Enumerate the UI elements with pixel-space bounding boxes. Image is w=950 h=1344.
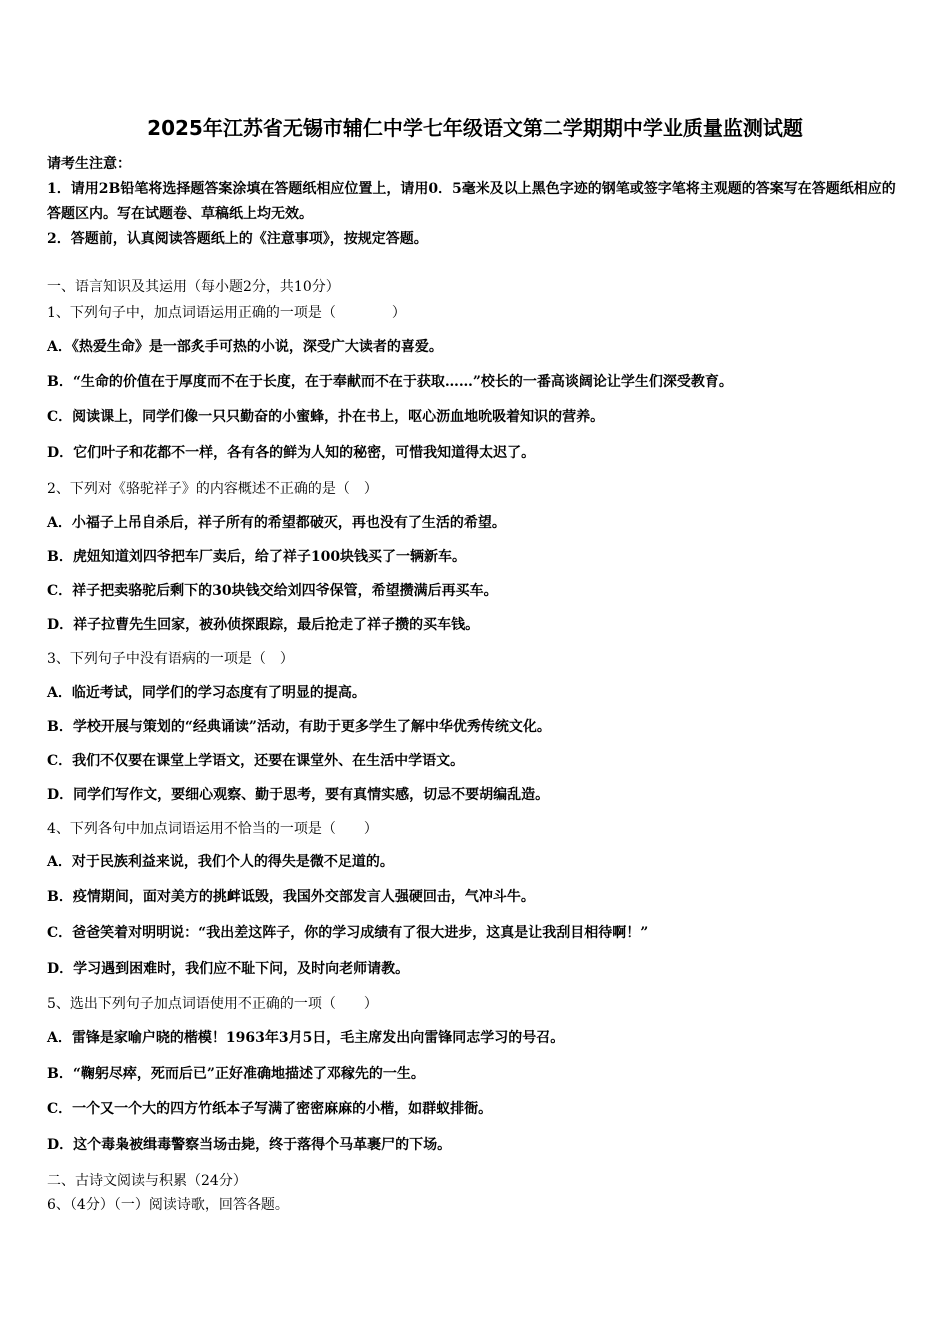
question-4-option-c: C．爸爸笑着对明明说：“我出差这阵子，你的学习成绩有了很大进步，这真是让我刮目相待啊！” xyxy=(47,925,649,941)
question-5-option-c: C．一个又一个大的四方竹纸本子写满了密密麻麻的小楷，如群蚁排衙。 xyxy=(47,1101,493,1117)
question-1-option-b: B．“生命的价值在于厚度而不在于长度，在于奉献而不在于获取……”校长的一番高谈阔论让学生们深受教育。 xyxy=(47,374,733,390)
section-heading-2: 二、古诗文阅读与积累（24分） xyxy=(47,1173,247,1189)
question-4-option-d: D．学习遇到困难时，我们应不耻下问，及时向老师请教。 xyxy=(47,961,410,977)
question-stem-5: 5、选出下列句子加点词语使用不正确的一项（ ） xyxy=(47,996,378,1012)
question-3-option-d: D．同学们写作文，要细心观察、勤于思考，要有真情实感，切忌不要胡编乱造。 xyxy=(47,787,550,803)
question-stem-3: 3、下列句子中没有语病的一项是（ ） xyxy=(47,651,294,667)
question-1-option-c: C．阅读课上，同学们像一只只勤奋的小蜜蜂，扑在书上，呕心沥血地吮吸着知识的营养。 xyxy=(47,409,605,425)
notice-block xyxy=(47,152,897,252)
question-1-option-d: D．它们叶子和花都不一样，各有各的鲜为人知的秘密，可惜我知道得太迟了。 xyxy=(47,445,536,461)
question-2-option-d: D．祥子拉曹先生回家，被孙侦探跟踪，最后抢走了祥子攒的买车钱。 xyxy=(47,617,480,633)
notice-heading: 请考生注意： xyxy=(47,156,131,172)
question-4-option-b: B．疫情期间，面对美方的挑衅诋毁，我国外交部发言人强硬回击，气冲斗牛。 xyxy=(47,889,535,905)
question-2-option-b: B．虎妞知道刘四爷把车厂卖后，给了祥子100块钱买了一辆新车。 xyxy=(47,549,467,565)
question-3-option-a: A．临近考试，同学们的学习态度有了明显的提高。 xyxy=(47,685,366,701)
question-2-option-c: C．祥子把卖骆驼后剩下的30块钱交给刘四爷保管，希望攒满后再买车。 xyxy=(47,583,498,599)
question-stem-2: 2、下列对《骆驼祥子》的内容概述不正确的是（ ） xyxy=(47,481,378,497)
notice-item-1: 1．请用2B铅笔将选择题答案涂填在答题纸相应位置上，请用0．5毫米及以上黑色字迹的钢笔或签字笔将主观题的答案写在答题纸相应的答题区内。写在试题卷、草稿纸上均无效。 xyxy=(47,181,896,222)
question-5-option-d: D．这个毒枭被缉毒警察当场击毙，终于落得个马革裹尸的下场。 xyxy=(47,1137,452,1153)
question-5-option-a: A．雷锋是家喻户晓的楷模！1963年3月5日，毛主席发出向雷锋同志学习的号召。 xyxy=(47,1030,565,1046)
question-1-option-a: A．《热爱生命》是一部炙手可热的小说，深受广大读者的喜爱。 xyxy=(47,339,443,355)
question-5-option-b: B．“鞠躬尽瘁，死而后已”正好准确地描述了邓稼先的一生。 xyxy=(47,1066,425,1082)
page-title: 2025年江苏省无锡市辅仁中学七年级语文第二学期期中学业质量监测试题 xyxy=(147,116,803,140)
question-3-option-b: B．学校开展与策划的“经典诵读”活动，有助于更多学生了解中华优秀传统文化。 xyxy=(47,719,551,735)
section-heading-1: 一、语言知识及其运用（每小题2分，共10分） xyxy=(47,279,340,295)
notice-item-2: 2．答题前，认真阅读答题纸上的《注意事项》，按规定答题。 xyxy=(47,231,428,247)
question-stem-1: 1、下列句子中，加点词语运用正确的一项是（ ） xyxy=(47,305,406,321)
question-2-option-a: A．小福子上吊自杀后，祥子所有的希望都破灭，再也没有了生活的希望。 xyxy=(47,515,506,531)
question-stem-6: 6、（4分）（一）阅读诗歌，回答各题。 xyxy=(47,1197,289,1213)
question-stem-4: 4、下列各句中加点词语运用不恰当的一项是（ ） xyxy=(47,821,378,837)
question-3-option-c: C．我们不仅要在课堂上学语文，还要在课堂外、在生活中学语文。 xyxy=(47,753,465,769)
question-4-option-a: A．对于民族利益来说，我们个人的得失是微不足道的。 xyxy=(47,854,394,870)
